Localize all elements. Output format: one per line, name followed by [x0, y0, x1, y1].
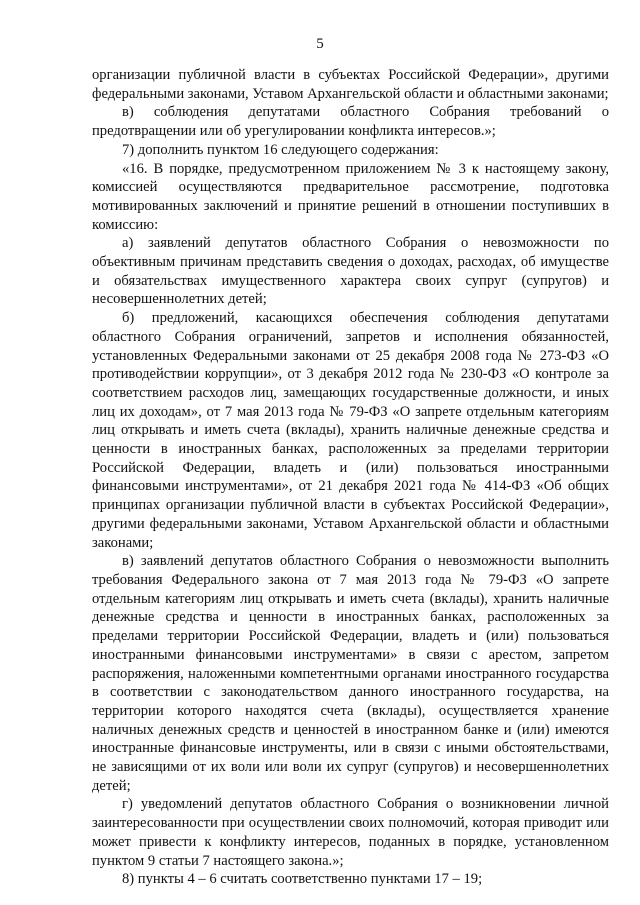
page-number: 5 [316, 36, 324, 52]
paragraph-item-v-conflict-of-interest: в) соблюдения депутатами областного Собрания требований о предотвращении или об урегулировании конфликта интересов.»; [92, 104, 609, 140]
paragraph-amendment-7: 7) дополнить пунктом 16 следующего содержания: [122, 141, 439, 158]
paragraph-subitem-g: г) уведомлений депутатов областного Собрания о возникновении личной заинтересованности при осуществлении своих полномочий, которая приводит или может привести к конфликту интересов, поданных в порядке, установленном пунктом 9 статьи 7 настоящего закона.»; [92, 796, 609, 869]
paragraph-continuation: организации публичной власти в субъектах Российской Федерации», другими федеральными законами, Уставом Архангельской области и областными законами; [92, 67, 609, 102]
paragraph-point-16: «16. В порядке, предусмотренном приложением № 3 к настоящему закону, комиссией осуществляются предварительное рассмотрение, подготовка мотивированных заключений и принятие решений в отношении поступивших в комиссию: [92, 160, 609, 233]
paragraph-subitem-v: в) заявлений депутатов областного Собрания о невозможности выполнить требования Федерального закона от 7 мая 2013 года № 79-ФЗ «О запрете отдельным категориям лиц открывать и иметь счета (вклады), хранить наличные денежные средства и ценности в иностранных банках, расположенных за пределами территории Российской Федерации, владеть и (или) пользоваться иностранными финансовыми инструментами» в связи с арестом, запретом распоряжения, наложенными компетентными органами иностранного государства в соответствии с законодательством данного иностранного государства, на территории которого находятся счета (вклады), осуществляется хранение наличных денежных средств и ценностей в иностранном банке и (или) имеются иностранные финансовые инструменты, или в связи с иными обстоятельствами, не зависящими от их воли или воли их супруг (супругов) и несовершеннолетних детей; [92, 553, 609, 794]
paragraph-subitem-a: а) заявлений депутатов областного Собрания о невозможности по объективным причинам представить сведения о доходах, расходах, об имуществе и обязательствах имущественного характера своих супруг (супругов) и несовершеннолетних детей; [92, 235, 609, 308]
paragraph-subitem-b: б) предложений, касающихся обеспечения соблюдения депутатами областного Собрания ограничений, запретов и исполнения обязанностей, установленных Федеральными законами от 25 декабря 2008 года № 273-ФЗ «О противодействии коррупции», от 3 декабря 2012 года № 230-ФЗ «О контроле за соответствием расходов лиц, замещающих государственные должности, и иных лиц их доходам», от 7 мая 2013 года № 79-ФЗ «О запрете отдельным категориям лиц открывать и иметь счета (вклады), хранить наличные денежные средства и ценности в иностранных банках, расположенных за пределами территории Российской Федерации, владеть и (или) пользоваться иностранными финансовыми инструментами», от 21 декабря 2021 года № 414-ФЗ «Об общих принципах организации публичной власти в субъектах Российской Федерации», другими федеральными законами, Уставом Архангельской области и областными законами; [92, 310, 609, 551]
document-body [92, 66, 609, 889]
paragraph-amendment-8: 8) пункты 4 – 6 считать соответственно пунктами 17 – 19; [122, 871, 483, 888]
